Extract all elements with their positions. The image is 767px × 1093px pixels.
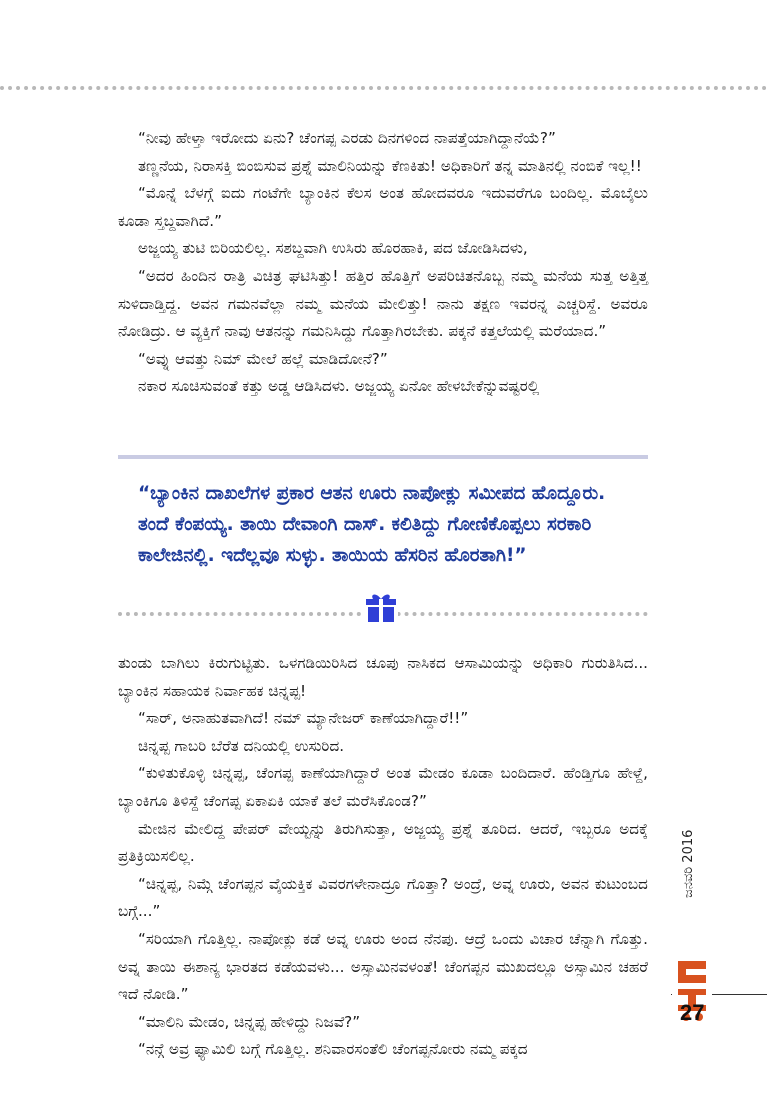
paragraph: ಅಜ್ಜಯ್ಯ ತುಟಿ ಬಿರಿಯಲಿಲ್ಲ. ಸಶಬ್ದವಾಗಿ ಉಸಿರು ಹೊರಹಾಕಿ, ಪದ ಜೋಡಿಸಿದಳು,	[138, 239, 528, 258]
pull-quote: “ಬ್ಯಾಂಕಿನ ದಾಖಲೆಗಳ ಪ್ರಕಾರ ಆತನ ಊರು ನಾಪೋಕ್ಲು ಸಮೀಪದ ಹೊದ್ದೂರು. ತಂದೆ ಕೆಂಪಯ್ಯ. ತಾಯಿ ದೇವಾಂಗಿ ದಾಸ್. ಕಲಿತಿದ್ದು ಗೋಣಿಕೊಪ್ಪಲು ಸರಕಾರಿ ಕಾಲೇಜಿನಲ್ಲಿ. ಇದೆಲ್ಲವೂ ಸುಳ್ಳು. ತಾಯಿಯ ಹೆಸರಿನ ಹೊರತಾಗಿ!”	[138, 483, 606, 566]
gift-icon	[364, 590, 398, 624]
paragraph: ನಕಾರ ಸೂಚಿಸುವಂತೆ ಕತ್ತು ಅಡ್ಡ ಆಡಿಸಿದಳು. ಅಜ್ಜಯ್ಯ ಏನೋ ಹೇಳಬೇಕೆನ್ನುವಷ್ಟರಲ್ಲಿ	[138, 377, 540, 396]
pull-quote-top-rule	[118, 455, 648, 459]
paragraph: “ಚಿನ್ನಪ್ಪ, ನಿಮ್ಗೆ ಚೆಂಗಪ್ಪನ ವೈಯಕ್ತಿಕ ವಿವರಗಳೇನಾದ್ರೂ ಗೊತ್ತಾ? ಅಂದ್ರೆ, ಅವ್ನ ಊರು, ಅವನ ಕುಟುಂಬದ ಬಗ್ಗೆ...”	[118, 874, 648, 921]
page-number: 27	[680, 1000, 705, 1025]
top-dotted-divider	[0, 86, 767, 90]
paragraph: ತಣ್ಣನೆಯ, ನಿರಾಸಕ್ತಿ ಬಿಂಬಿಸುವ ಪ್ರಶ್ನೆ ಮಾಲಿನಿಯನ್ನು ಕೆಣಕಿತು! ಅಧಿಕಾರಿಗೆ ತನ್ನ ಮಾತಿನಲ್ಲಿ ನಂಬಿಕೆ ಇಲ್ಲ!!	[138, 156, 642, 175]
article-text-top	[118, 125, 648, 401]
paragraph: “ಕುಳಿತುಕೊಳ್ಳಿ ಚಿನ್ನಪ್ಪ, ಚೆಂಗಪ್ಪ ಕಾಣೆಯಾಗಿದ್ದಾರೆ ಅಂತ ಮೇಡಂ ಕೂಡಾ ಬಂದಿದಾರೆ. ಹೆಂಡ್ತಿಗೂ ಹೇಳ್ದೆ, ಬ್ಯಾಂಕಿಗೂ ತಿಳಿಸ್ದೆ ಚೆಂಗಪ್ಪ ಏಕಾಏಕಿ ಯಾಕೆ ತಲೆ ಮರೆಸಿಕೊಂಡ?”	[118, 764, 648, 810]
paragraph: ಮೇಜಿನ ಮೇಲಿದ್ದ ಪೇಪರ್ ವೇಯ್ಟನ್ನು ತಿರುಗಿಸುತ್ತಾ, ಅಜ್ಜಯ್ಯ ಪ್ರಶ್ನೆ ತೂರಿದ. ಆದರೆ, ಇಬ್ಬರೂ ಅದಕ್ಕೆ ಪ್ರತಿಕ್ರಿಯಿಸಲಿಲ್ಲ.	[118, 819, 648, 866]
article-text-bottom	[118, 650, 648, 1064]
paragraph: “ನನ್ಗೆ ಅವ್ರ ಫ್ಯಾಮಿಲಿ ಬಗ್ಗೆ ಗೊತ್ತಿಲ್ಲ. ಶನಿವಾರಸಂತೆಲಿ ಚೆಂಗಪ್ಪನೋರು ನಮ್ಮ ಪಕ್ಕದ	[138, 1040, 528, 1059]
paragraph: “ಸರಿಯಾಗಿ ಗೊತ್ತಿಲ್ಲ. ನಾಪೋಕ್ಲು ಕಡೆ ಅವ್ನ ಊರು ಅಂದ ನೆನಪು. ಆದ್ರೆ ಒಂದು ವಿಚಾರ ಚೆನ್ನಾಗಿ ಗೊತ್ತು. ಅವ್ನ ತಾಯಿ ಈಶಾನ್ಯ ಭಾರತದ ಕಡೆಯವಳು... ಅಸ್ಸಾಮಿನವಳಂತೆ! ಚೆಂಗಪ್ಪನ ಮುಖದಲ್ಲೂ ಅಸ್ಸಾಮಿನ ಚಹರೆ ಇದೆ ನೋಡಿ.”	[118, 929, 648, 1004]
paragraph: “ಅದರ ಹಿಂದಿನ ರಾತ್ರಿ ವಿಚಿತ್ರ ಘಟಿಸಿತ್ತು! ಹತ್ತಿರ ಹೊತ್ತಿಗೆ ಅಪರಿಚಿತನೊಬ್ಬ ನಮ್ಮ ಮನೆಯ ಸುತ್ತ ಅತ್ತಿತ್ತ ಸುಳಿದಾಡ್ತಿದ್ದ. ಅವನ ಗಮನವೆಲ್ಲಾ ನಮ್ಮ ಮನೆಯ ಮೇಲಿತ್ತು! ನಾನು ತಕ್ಷಣ ಇವರನ್ನ ಎಚ್ಚರಿಸ್ದೆ. ಅವರೂ ನೋಡಿದ್ರು. ಆ ವ್ಯಕ್ತಿಗೆ ನಾವು ಆತನನ್ನು ಗಮನಿಸಿದ್ದು ಗೊತ್ತಾಗಿರಬೇಕು. ಪಕ್ಕನೆ ಕತ್ತಲೆಯಲ್ಲಿ ಮರೆಯಾದ.”	[118, 266, 648, 341]
paragraph: “ಮಾಲಿನಿ ಮೇಡಂ, ಚಿನ್ನಪ್ಪ ಹೇಳಿದ್ದು ನಿಜವೆ?”	[138, 1012, 361, 1031]
paragraph: “ನೀವು ಹೇಳ್ತಾ ಇರೋದು ಏನು? ಚೆಂಗಪ್ಪ ಎರಡು ದಿನಗಳಿಂದ ನಾಪತ್ತೆಯಾಗಿದ್ದಾನೆಯೆ?”	[138, 129, 556, 147]
paragraph: “ಸಾರ್, ಅನಾಹುತವಾಗಿದೆ! ನಮ್ ಮ್ಯಾನೇಜರ್ ಕಾಣೆಯಾಗಿದ್ದಾರೆ!!”	[138, 709, 469, 728]
paragraph: “ಅವ್ನು ಆವತ್ತು ನಿಮ್ ಮೇಲೆ ಹಲ್ಲೆ ಮಾಡಿದೋನೆ?”	[138, 349, 388, 368]
paragraph: “ಮೊನ್ನೆ ಬೆಳಗ್ಗೆ ಐದು ಗಂಟೆಗೇ ಬ್ಯಾಂಕಿನ ಕೆಲಸ ಅಂತ ಹೋದವರೂ ಇದುವರೆಗೂ ಬಂದಿಲ್ಲ. ಮೊಬೈಲು ಕೂಡಾ ಸ್ತಬ್ದವಾಗಿದೆ.”	[118, 184, 648, 230]
paragraph: ಚಿನ್ನಪ್ಪ ಗಾಬರಿ ಬೆರೆತ ದನಿಯಲ್ಲಿ ಉಸುರಿದ.	[138, 736, 345, 755]
paragraph: ತುಂಡು ಬಾಗಿಲು ಕಿರುಗುಟ್ಟಿತು. ಒಳಗಡಿಯಿರಿಸಿದ ಚೂಪು ನಾಸಿಕದ ಆಸಾಮಿಯನ್ನು ಅಧಿಕಾರಿ ಗುರುತಿಸಿದ... ಬ್ಯಾಂಕಿನ ಸಹಾಯಕ ನಿರ್ವಾಹಕ ಚಿನ್ನಪ್ಪ!	[118, 654, 648, 700]
issue-date: ಜನವರಿ 2016	[681, 829, 696, 898]
